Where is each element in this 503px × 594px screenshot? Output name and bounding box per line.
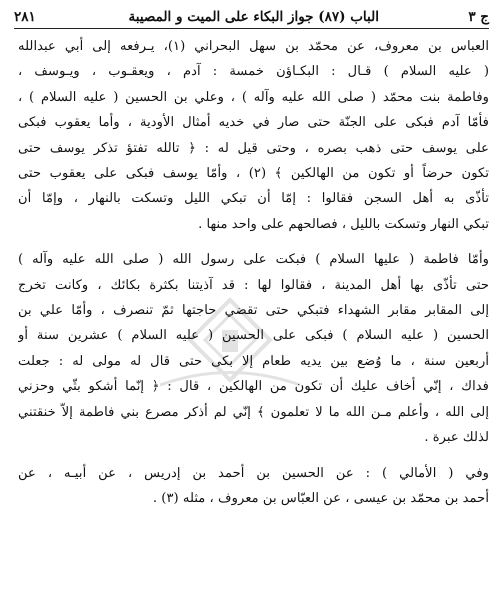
text-line: لذلك عبرة . <box>424 430 489 446</box>
body-text <box>18 34 489 511</box>
text-line: فداك ، إنّي أخاف عليك أن تكون من الهالكين ، قال : ﴿ إنّما أشكو بثّي وحزني <box>18 379 489 395</box>
text-line: حتى تأذّى بها أهل المدينة ، فقالوا لها : قد آذيتنا بكثرة بكائك ، وكانت تخرج <box>18 277 489 293</box>
text-line: أربعين سنة ، ما وُضع بين يديه طعام إلا بكى حتى قال له مولى له : جعلت <box>18 353 489 369</box>
text-line: إلى المقابر مقابر الشهداء فتبكي حتى تقضي حاجتها ثمّ تنصرف ، وأمّا علي بن <box>18 303 489 319</box>
chapter-title: الباب (٨٧) جواز البكاء على الميت و المصيبة <box>128 9 379 25</box>
page-number: ٢٨١ <box>14 9 36 25</box>
text-line: على يوسف حتى ذهب بصره ، وحتى قيل له : ﴿ تالله تفتؤ تذكر يوسف حتى <box>18 140 489 156</box>
text-line: وأمّا فاطمة ( عليها السلام ) فبكت على رسول الله ( صلى الله عليه وآله ) <box>18 252 489 268</box>
paragraph-1 <box>18 34 489 237</box>
paragraph-2 <box>18 247 489 450</box>
text-line: ( عليه السلام ) قـال : البكـاؤن خمسة : آدم ، ويعقـوب ، ويـوسف ، <box>18 64 489 80</box>
text-line: وفاطمة بنت محمّد ( صلى الله عليه وآله ) ، وعلي بن الحسين ( عليه السلام ) ، <box>18 89 489 105</box>
volume-label: ج ٣ <box>468 9 489 25</box>
text-line: تأذّى به أهل السجن فقالوا : إمّا أن تبكي الليل وتسكت بالنهار ، وإمّا أن <box>18 191 489 207</box>
paragraph-3 <box>18 461 489 512</box>
text-line: فأمّا آدم فبكى على الجنّة حتى صار في خديه أمثال الأودية ، وأما يعقوب فبكى <box>18 115 489 131</box>
text-line: الحسين ( عليه السلام ) فبكى على الحسين ( عليه السلام ) عشرين سنة أو <box>18 328 489 344</box>
text-line: إلى الله ، وأعلم مـن الله ما لا تعلمون ﴾ إنّي لم أذكر مصرع بني فاطمة إلاّ خنقتني <box>18 404 489 420</box>
text-line: وفي ( الأمالي ) : عن الحسين بن أحمد بن إدريس ، عن أبيـه ، عن <box>18 465 489 481</box>
page-header <box>14 6 489 29</box>
text-line: تبكي النهار وتسكت بالليل ، فصالحهم على واحد منها . <box>198 216 489 232</box>
text-line: أحمد بن محمّد بن عيسى ، عن العبّاس بن معروف ، مثله (٣) . <box>152 490 489 506</box>
text-line: تكون حرضاً أو تكون من الهالكين ﴾ (٢) ، وأمّا يوسف فبكى على يعقوب حتى <box>18 166 489 182</box>
text-line: العباس بن معروف، عن محمّد بن سهل البحراني (١)، يـرفعه إلى أبي عبدالله <box>18 39 489 54</box>
